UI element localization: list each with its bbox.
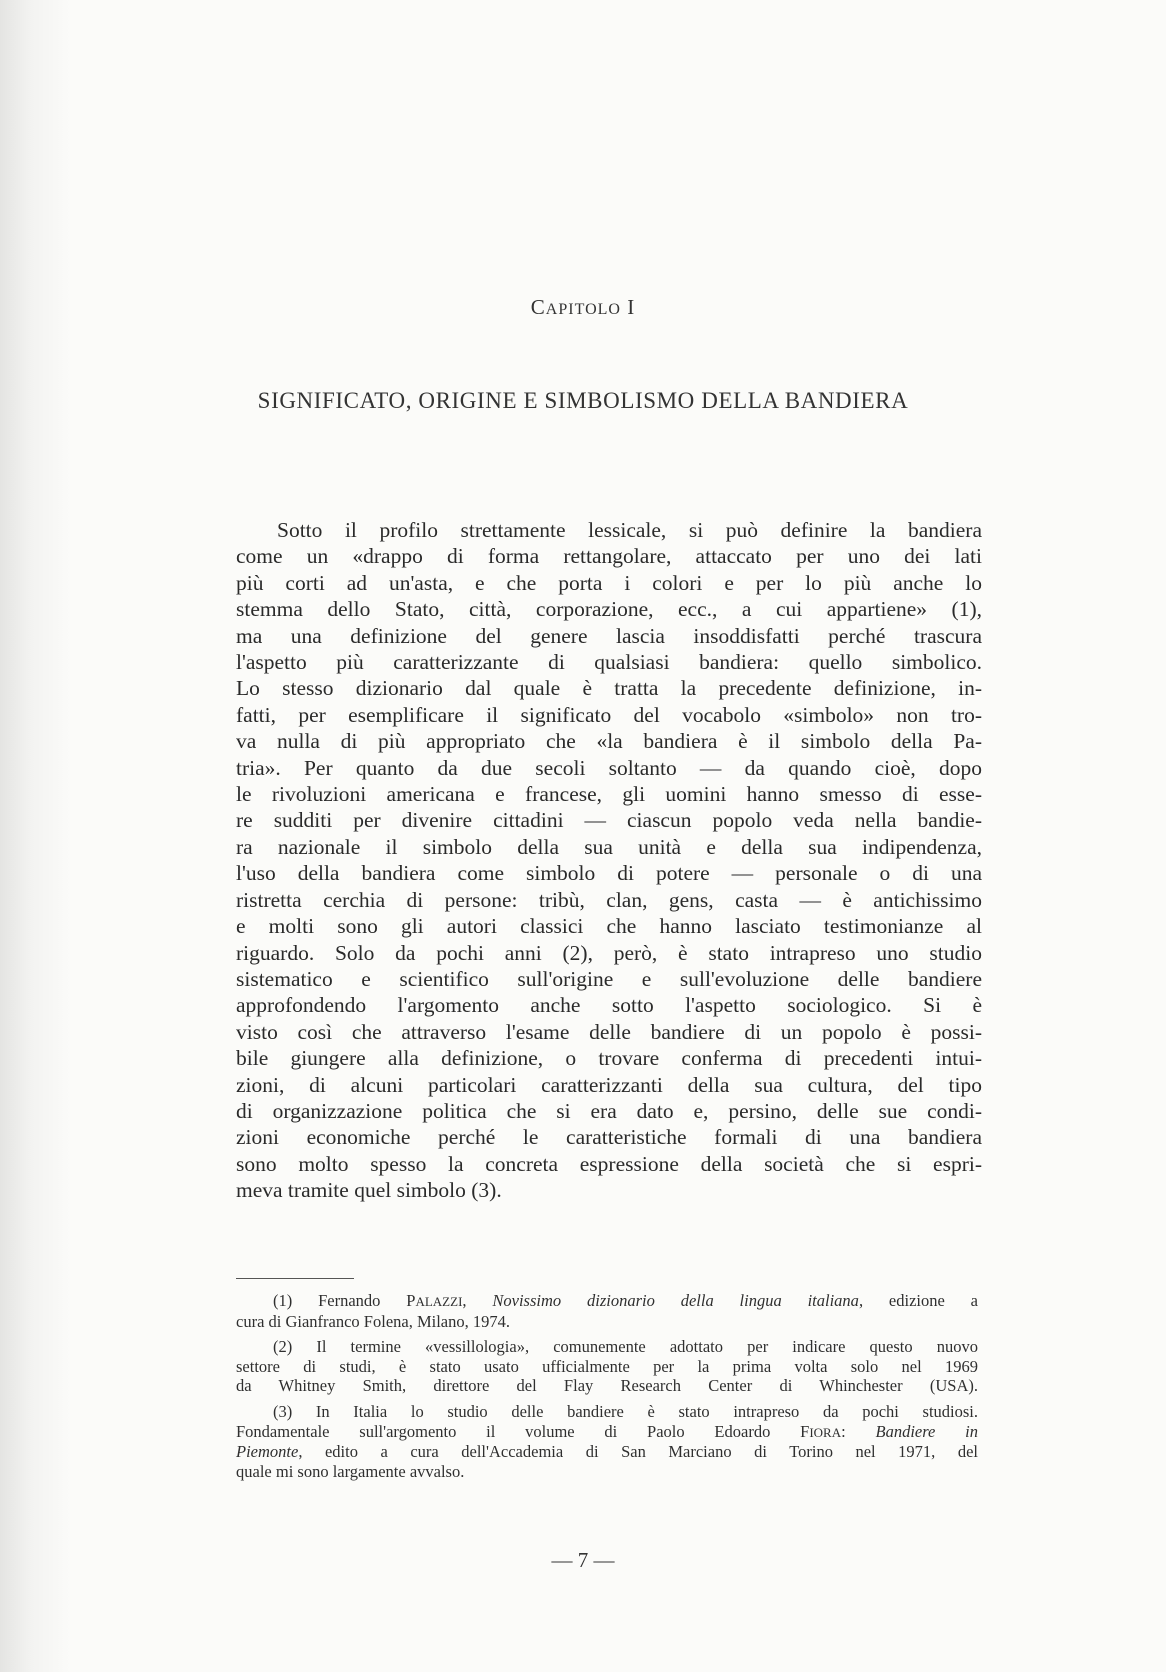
body-line: sistematico e scientifico sull'origine e sull'evoluzione delle bandiere: [236, 966, 982, 991]
chapter-label: CAPITOLO I: [530, 295, 636, 319]
body-line: re sudditi per divenire cittadini — ciascun popolo veda nella bandie-: [236, 808, 982, 833]
body-line: più corti ad un'asta, e che porta i colori e per lo più anche lo: [236, 570, 982, 595]
body-line: come un «drappo di forma rettangolare, attaccato per uno dei lati: [236, 544, 982, 569]
page-number: — 7 —: [551, 1548, 615, 1572]
book-title: Novissimo dizionario della lingua italiana: [492, 1291, 859, 1310]
author-name: FIORA: [800, 1421, 842, 1441]
body-paragraph: [236, 517, 982, 1204]
body-line: Sotto il profilo strettamente lessicale, si può definire la bandiera: [277, 518, 982, 542]
footnote-line: (2) Il termine «vessillologia», comunemente adottato per indicare questo nuovo: [273, 1337, 978, 1357]
body-line: riguardo. Solo da pochi anni (2), però, è stato intrapreso uno studio: [236, 940, 982, 965]
body-line: tria». Per quanto da due secoli soltanto — da quando cioè, dopo: [236, 755, 982, 780]
book-title: Piemonte: [236, 1442, 299, 1462]
chapter-title: SIGNIFICATO, ORIGINE E SIMBOLISMO DELLA BANDIERA: [257, 388, 909, 413]
footnote-line: da Whitney Smith, direttore del Flay Research Center di Whinchester (USA).: [236, 1376, 978, 1396]
footnote-line: (3) In Italia lo studio delle bandiere è stato intrapreso da pochi studiosi.: [273, 1401, 978, 1421]
body-line: Lo stesso dizionario dal quale è tratta la precedente definizione, in-: [236, 676, 982, 701]
body-line: visto così che attraverso l'esame delle bandiere di un popolo è possi-: [236, 1019, 982, 1044]
footnote-divider: [236, 1278, 354, 1279]
footnote-line: Fondamentale sull'argomento il volume di Paolo Edoardo FIORA: Bandiere in: [236, 1421, 979, 1441]
body-line: va nulla di più appropriato che «la bandiera è il simbolo della Pa-: [236, 729, 982, 754]
footnote-line: quale mi sono largamente avvalso.: [236, 1461, 465, 1481]
footnote-line: settore di studi, è stato usato ufficialmente per la prima volta solo nel 1969: [236, 1356, 978, 1376]
footnote-line: cura di Gianfranco Folena, Milano, 1974.: [236, 1311, 511, 1331]
body-line: di organizzazione politica che si era dato e, persino, delle sue condi-: [236, 1098, 982, 1123]
page-edge-shadow: [0, 0, 70, 1672]
footnote-2: [236, 1337, 978, 1396]
author-name: PALAZZI: [406, 1291, 463, 1310]
body-line: le rivoluzioni americana e francese, gli uomini hanno smesso di esse-: [236, 782, 982, 807]
body-line: bile giungere alla definizione, o trovare conferma di precedenti intui-: [236, 1046, 982, 1071]
body-line: e molti sono gli autori classici che hanno lasciato testimonianze al: [236, 914, 982, 939]
footnote-line: (1) Fernando PALAZZI, Novissimo dizionario della lingua italiana, edizione a: [273, 1291, 978, 1310]
body-line: zioni economiche perché le caratteristiche formali di una bandiera: [236, 1125, 982, 1150]
body-line: sono molto spesso la concreta espressione della società che si espri-: [236, 1151, 982, 1176]
body-line: zioni, di alcuni particolari caratterizzanti della sua cultura, del tipo: [236, 1072, 982, 1097]
body-line: l'uso della bandiera come simbolo di potere — personale o di una: [236, 861, 982, 886]
body-line: ra nazionale il simbolo della sua unità e della sua indipendenza,: [236, 834, 982, 859]
body-line: ristretta cerchia di persone: tribù, clan, gens, casta — è antichissimo: [236, 887, 982, 912]
footnote-line: Piemonte, edito a cura dell'Accademia di San Marciano di Torino nel 1971, del: [236, 1442, 978, 1462]
body-line: fatti, per esemplificare il significato del vocabolo «simbolo» non tro-: [236, 702, 982, 727]
body-line: l'aspetto più caratterizzante di qualsiasi bandiera: quello simbolico.: [236, 650, 982, 675]
body-line: meva tramite quel simbolo (3).: [236, 1178, 502, 1203]
footnotes: [236, 1291, 978, 1487]
body-line: stemma dello Stato, città, corporazione, ecc., a cui appartiene» (1),: [236, 597, 982, 622]
footnote-1: [236, 1291, 978, 1331]
book-title: Bandiere in: [875, 1421, 979, 1441]
footnote-3: [236, 1402, 978, 1481]
body-line: approfondendo l'argomento anche sotto l'aspetto sociologico. Si è: [236, 993, 982, 1018]
body-line: ma una definizione del genere lascia insoddisfatti perché trascura: [236, 623, 982, 648]
